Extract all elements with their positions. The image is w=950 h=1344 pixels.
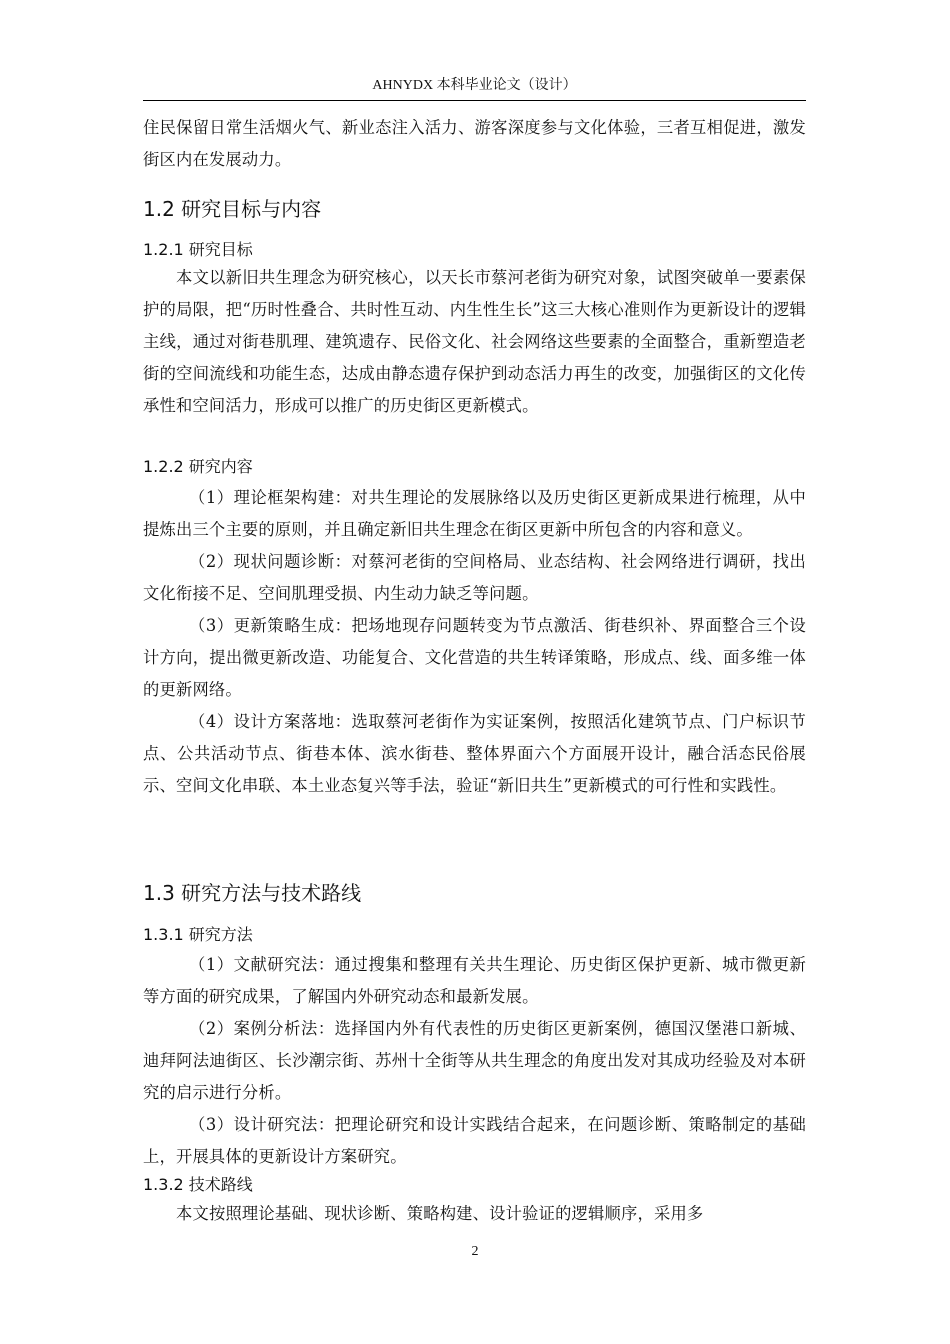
intro-block <box>143 112 806 176</box>
research-goal-paragraph: 本文以新旧共生理念为研究核心，以天长市蔡河老街为研究对象，试图突破单一要素保护的局限，把“历时性叠合、共时性互动、内生性生长”这三大核心准则作为更新设计的逻辑主线，通过对街巷肌理、建筑遗存、民俗文化、社会网络这些要素的全面整合，重新塑造老街的空间流线和功能生态，达成由静态遗存保护到动态活力再生的改变，加强街区的文化传承性和空间活力，形成可以推广的历史街区更新模式。 <box>143 268 806 415</box>
header-rule <box>143 100 806 101</box>
subsection-heading-1-3-2: 1.3.2 技术路线 <box>143 1175 253 1194</box>
page-number: 2 <box>471 1244 479 1259</box>
method-item-2: （2）案例分析法：选择国内外有代表性的历史街区更新案例，德国汉堡港口新城、迪拜阿法迪街区、长沙潮宗街、苏州十全街等从共生理念的角度出发对其成功经验及对本研究的启示进行分析。 <box>143 1019 806 1102</box>
subsection-heading-1-2-2: 1.2.2 研究内容 <box>143 457 253 476</box>
method-item-1: （1）文献研究法：通过搜集和整理有关共生理论、历史街区保护更新、城市微更新等方面的研究成果，了解国内外研究动态和最新发展。 <box>143 955 806 1006</box>
subsection-heading-1-3-1: 1.3.1 研究方法 <box>143 925 253 944</box>
content-item-2: （2）现状问题诊断：对蔡河老街的空间格局、业态结构、社会网络进行调研，找出文化衔接不足、空间肌理受损、内生动力缺乏等问题。 <box>143 552 806 603</box>
research-goal-block <box>143 262 806 422</box>
section-heading-1-2: 1.2 研究目标与内容 <box>143 197 322 221</box>
section-heading-1-3: 1.3 研究方法与技术路线 <box>143 881 362 905</box>
subsection-heading-1-2-1: 1.2.1 研究目标 <box>143 240 253 259</box>
research-content-block <box>143 482 806 802</box>
technical-route-block <box>143 1198 806 1230</box>
method-item-3: （3）设计研究法：把理论研究和设计实践结合起来，在问题诊断、策略制定的基础上，开展具体的更新设计方案研究。 <box>143 1115 806 1166</box>
content-item-3: （3）更新策略生成：把场地现存问题转变为节点激活、街巷织补、界面整合三个设计方向，提出微更新改造、功能复合、文化营造的共生转译策略，形成点、线、面多维一体的更新网络。 <box>143 616 806 699</box>
research-method-block <box>143 949 806 1173</box>
running-header: AHNYDX 本科毕业论文（设计） <box>372 78 577 93</box>
technical-route-paragraph: 本文按照理论基础、现状诊断、策略构建、设计验证的逻辑顺序，采用多 <box>176 1204 704 1223</box>
intro-paragraph: 住民保留日常生活烟火气、新业态注入活力、游客深度参与文化体验，三者互相促进，激发街区内在发展动力。 <box>143 118 806 169</box>
content-item-4: （4）设计方案落地：选取蔡河老街作为实证案例，按照活化建筑节点、门户标识节点、公共活动节点、街巷本体、滨水街巷、整体界面六个方面展开设计，融合活态民俗展示、空间文化串联、本土业态复兴等手法，验证“新旧共生”更新模式的可行性和实践性。 <box>143 712 806 795</box>
content-item-1: （1）理论框架构建：对共生理论的发展脉络以及历史街区更新成果进行梳理，从中提炼出三个主要的原则，并且确定新旧共生理念在街区更新中所包含的内容和意义。 <box>143 488 806 539</box>
